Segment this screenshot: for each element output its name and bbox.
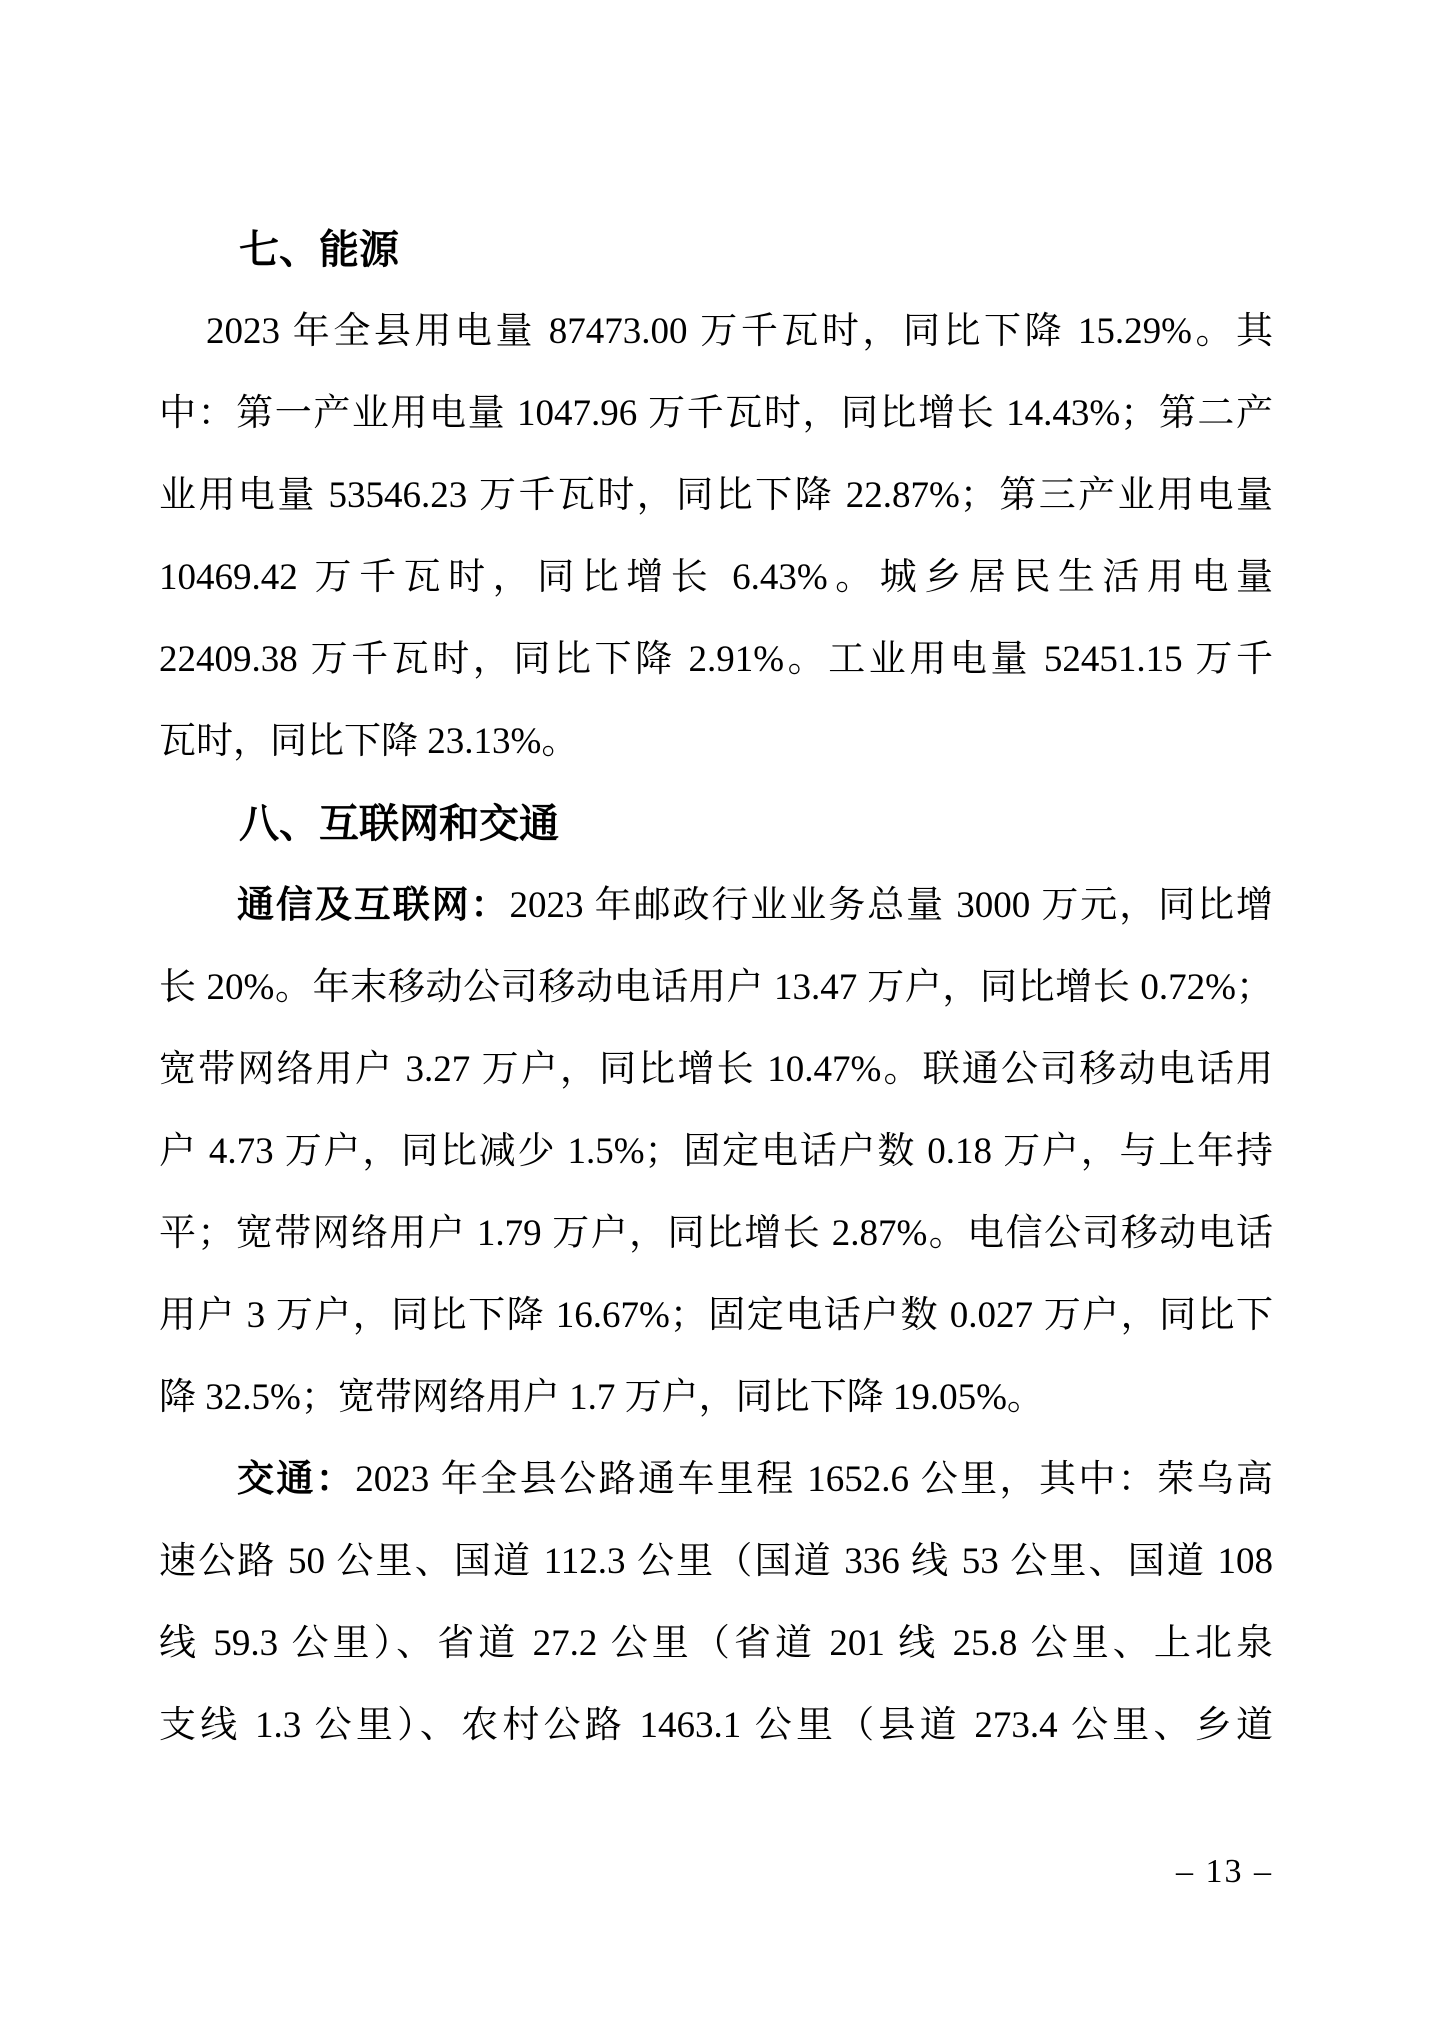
- text-run: 2023 年邮政行业业务总量 3000 万元，同比增: [509, 885, 1273, 926]
- document-body: [159, 209, 1273, 1767]
- text-line: 业用电量 53546.23 万千瓦时，同比下降 22.87%；第三产业用电量: [159, 475, 1273, 516]
- text-line: [159, 1439, 1273, 1521]
- text-line: 平；宽带网络用户 1.79 万户，同比增长 2.87%。电信公司移动电话: [159, 1213, 1273, 1254]
- text-line: 10469.42 万千瓦时，同比增长 6.43%。城乡居民生活用电量: [159, 557, 1273, 598]
- text-line: 速公路 50 公里、国道 112.3 公里（国道 336 线 53 公里、国道 108: [159, 1541, 1273, 1582]
- section-heading-internet-transport: 八、互联网和交通: [239, 802, 559, 846]
- text-line: 22409.38 万千瓦时，同比下降 2.91%。工业用电量 52451.15 万千: [159, 639, 1273, 680]
- text-line: 2023 年全县用电量 87473.00 万千瓦时，同比下降 15.29%。其: [206, 311, 1273, 352]
- section-heading-energy: 七、能源: [239, 228, 399, 272]
- paragraph-lead: 交通：: [237, 1459, 356, 1500]
- text-line: 宽带网络用户 3.27 万户，同比增长 10.47%。联通公司移动电话用: [159, 1049, 1273, 1090]
- text-line: 用户 3 万户，同比下降 16.67%；固定电话户数 0.027 万户，同比下: [159, 1295, 1273, 1336]
- text-line: 户 4.73 万户，同比减少 1.5%；固定电话户数 0.18 万户，与上年持: [159, 1131, 1273, 1172]
- paragraph-lead: 通信及互联网：: [237, 885, 510, 926]
- text-line: 长 20%。年末移动公司移动电话用户 13.47 万户，同比增长 0.72%；: [159, 967, 1273, 1008]
- text-line: 降 32.5%；宽带网络用户 1.7 万户，同比下降 19.05%。: [159, 1377, 1044, 1418]
- text-line: 瓦时，同比下降 23.13%。: [159, 721, 579, 762]
- text-line: 线 59.3 公里）、省道 27.2 公里（省道 201 线 25.8 公里、上北泉: [159, 1623, 1273, 1664]
- text-line: [159, 865, 1273, 947]
- text-line: 支线 1.3 公里）、农村公路 1463.1 公里（县道 273.4 公里、乡道: [159, 1705, 1273, 1746]
- page-number: – 13 –: [1176, 1853, 1273, 1890]
- text-line: 中：第一产业用电量 1047.96 万千瓦时，同比增长 14.43%；第二产: [159, 393, 1273, 434]
- text-run: 2023 年全县公路通车里程 1652.6 公里，其中：荣乌高: [355, 1459, 1273, 1500]
